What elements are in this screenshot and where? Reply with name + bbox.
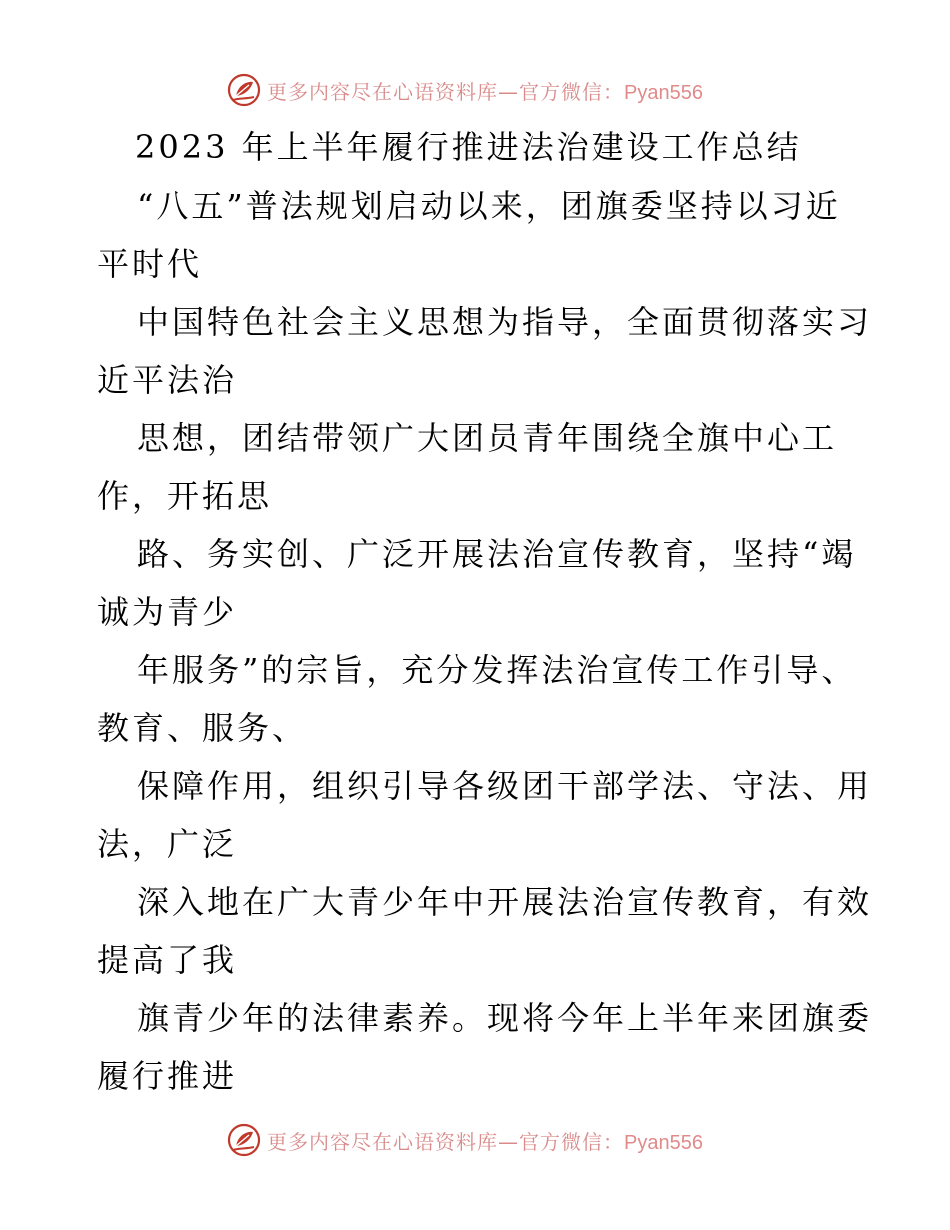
paragraph-line: 思想，团结带领广大团员青年围绕全旗中心工: [137, 419, 838, 457]
paragraph-line: 近平法治: [97, 361, 238, 399]
paragraph-line: 旗青少年的法律素养。现将今年上半年来团旗委: [137, 999, 873, 1037]
paragraph-line: 保障作用，组织引导各级团干部学法、守法、用: [137, 767, 873, 805]
paragraph-line: 诚为青少: [97, 593, 238, 631]
header-watermark: [0, 70, 950, 110]
paragraph-line: 年服务”的宗旨，充分发挥法治宣传工作引导、: [137, 651, 857, 689]
leaf-logo-icon: [227, 73, 261, 107]
document-title: 2023 年上半年履行推进法治建设工作总结: [135, 128, 802, 166]
paragraph-line: 履行推进: [97, 1057, 238, 1095]
paragraph-line: 教育、服务、: [97, 709, 308, 747]
paragraph-line: 法，广泛: [97, 825, 238, 863]
paragraph-line: 平时代: [97, 245, 203, 283]
watermark-text: 更多内容尽在心语资料库—官方微信：Pyan556: [267, 79, 703, 104]
paragraph-line: “八五”普法规划启动以来，团旗委坚持以习近: [137, 187, 841, 225]
paragraph-line: 提高了我: [97, 941, 238, 979]
paragraph-line: 路、务实创、广泛开展法治宣传教育，坚持“竭: [137, 535, 857, 573]
paragraph-line: 作，开拓思: [97, 477, 273, 515]
footer-watermark: [0, 1120, 950, 1160]
leaf-logo-icon: [227, 1123, 261, 1157]
paragraph-line: 中国特色社会主义思想为指导，全面贯彻落实习: [137, 303, 873, 341]
watermark-text: 更多内容尽在心语资料库—官方微信：Pyan556: [267, 1129, 703, 1154]
paragraph-line: 深入地在广大青少年中开展法治宣传教育，有效: [137, 883, 873, 921]
